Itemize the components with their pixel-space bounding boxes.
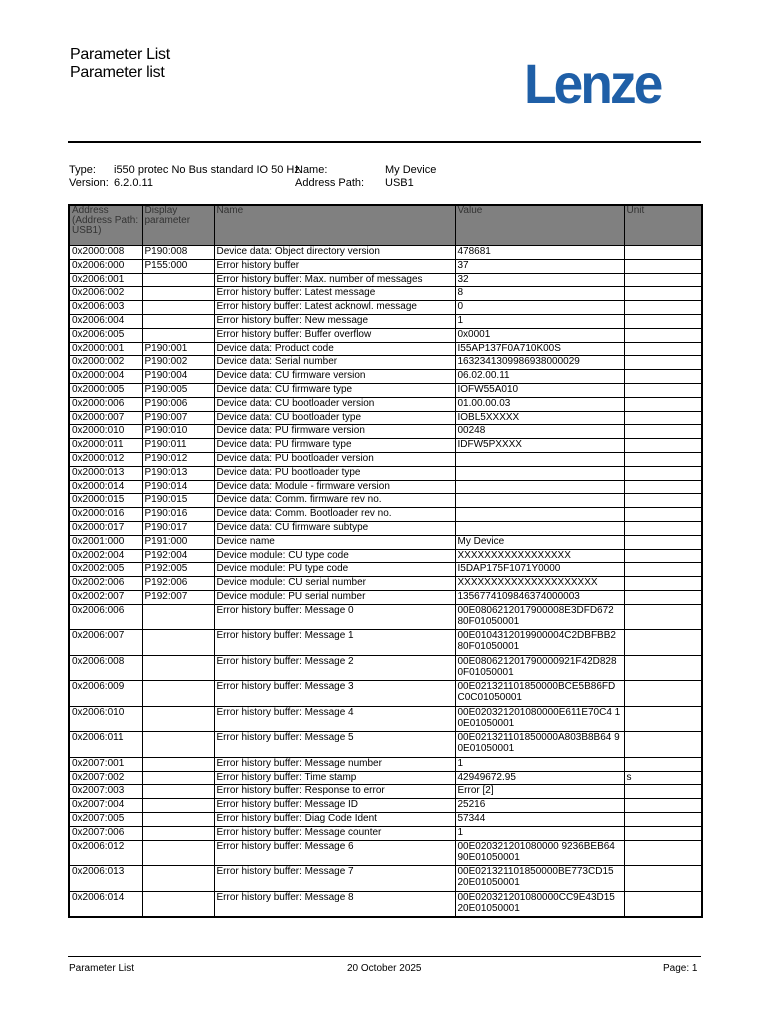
cell-unit bbox=[624, 590, 702, 604]
cell-value: 1632341309986938000029 bbox=[455, 356, 624, 370]
cell-name: Error history buffer: Time stamp bbox=[214, 771, 455, 785]
table-row bbox=[69, 439, 702, 453]
table-row bbox=[69, 246, 702, 260]
cell-value: XXXXXXXXXXXXXXXXXXXXX bbox=[455, 577, 624, 591]
cell-name: Error history buffer: Buffer overflow bbox=[214, 328, 455, 342]
cell-name: Error history buffer: Message 4 bbox=[214, 706, 455, 732]
cell-value: 1 bbox=[455, 826, 624, 840]
cell-address: 0x2006:005 bbox=[69, 328, 142, 342]
cell-address: 0x2000:012 bbox=[69, 452, 142, 466]
cell-name: Error history buffer: Message 3 bbox=[214, 681, 455, 707]
cell-value: 00E0806212017900008E3DFD672 80F01050001 bbox=[455, 604, 624, 630]
cell-display-parameter: P190:013 bbox=[142, 466, 214, 480]
table-row bbox=[69, 681, 702, 707]
table-row bbox=[69, 452, 702, 466]
table-row bbox=[69, 866, 702, 892]
table-row bbox=[69, 342, 702, 356]
cell-unit bbox=[624, 577, 702, 591]
cell-address: 0x2006:009 bbox=[69, 681, 142, 707]
type-value: i550 protec No Bus standard IO 50 Hz bbox=[114, 164, 300, 176]
cell-address: 0x2002:007 bbox=[69, 590, 142, 604]
cell-value: 0x0001 bbox=[455, 328, 624, 342]
cell-address: 0x2006:006 bbox=[69, 604, 142, 630]
cell-name: Error history buffer: Response to error bbox=[214, 785, 455, 799]
cell-name: Device data: CU bootloader type bbox=[214, 411, 455, 425]
cell-value: 37 bbox=[455, 259, 624, 273]
cell-address: 0x2006:008 bbox=[69, 655, 142, 681]
cell-value: IDFW5PXXXX bbox=[455, 439, 624, 453]
table-row bbox=[69, 397, 702, 411]
cell-display-parameter bbox=[142, 757, 214, 771]
cell-value: 00E021321101850000BCE5B86FD C0C01050001 bbox=[455, 681, 624, 707]
table-row bbox=[69, 549, 702, 563]
cell-value bbox=[455, 494, 624, 508]
table-row bbox=[69, 826, 702, 840]
cell-address: 0x2007:002 bbox=[69, 771, 142, 785]
cell-unit bbox=[624, 342, 702, 356]
cell-address: 0x2007:004 bbox=[69, 799, 142, 813]
name-value: My Device bbox=[385, 164, 437, 176]
cell-display-parameter bbox=[142, 866, 214, 892]
cell-address: 0x2002:006 bbox=[69, 577, 142, 591]
cell-unit bbox=[624, 301, 702, 315]
cell-name: Device data: Comm. firmware rev no. bbox=[214, 494, 455, 508]
cell-address: 0x2007:005 bbox=[69, 812, 142, 826]
cell-value bbox=[455, 480, 624, 494]
cell-name: Error history buffer: Message number bbox=[214, 757, 455, 771]
cell-display-parameter bbox=[142, 655, 214, 681]
footer-document-name: Parameter List bbox=[69, 963, 135, 974]
name-label: Name: bbox=[295, 164, 328, 176]
cell-value bbox=[455, 452, 624, 466]
cell-display-parameter: P155:000 bbox=[142, 259, 214, 273]
cell-unit bbox=[624, 706, 702, 732]
cell-address: 0x2000:014 bbox=[69, 480, 142, 494]
cell-value: IOBL5XXXXX bbox=[455, 411, 624, 425]
cell-address: 0x2000:010 bbox=[69, 425, 142, 439]
cell-unit bbox=[624, 655, 702, 681]
cell-unit bbox=[624, 328, 702, 342]
cell-name: Error history buffer: Latest message bbox=[214, 287, 455, 301]
cell-address: 0x2006:007 bbox=[69, 630, 142, 656]
cell-address: 0x2000:005 bbox=[69, 383, 142, 397]
cell-name: Device data: CU firmware version bbox=[214, 370, 455, 384]
cell-name: Device data: Product code bbox=[214, 342, 455, 356]
cell-address: 0x2002:005 bbox=[69, 563, 142, 577]
table-row bbox=[69, 259, 702, 273]
cell-display-parameter bbox=[142, 771, 214, 785]
cell-unit bbox=[624, 630, 702, 656]
cell-unit bbox=[624, 314, 702, 328]
table-row bbox=[69, 604, 702, 630]
table-row bbox=[69, 370, 702, 384]
table-row bbox=[69, 508, 702, 522]
header-divider bbox=[68, 141, 701, 143]
cell-display-parameter: P190:007 bbox=[142, 411, 214, 425]
cell-unit bbox=[624, 563, 702, 577]
table-row bbox=[69, 521, 702, 535]
cell-display-parameter bbox=[142, 891, 214, 917]
cell-address: 0x2006:002 bbox=[69, 287, 142, 301]
table-row bbox=[69, 425, 702, 439]
cell-value: IOFW55A010 bbox=[455, 383, 624, 397]
cell-value bbox=[455, 466, 624, 480]
cell-value: I5DAP175F1071Y0000 bbox=[455, 563, 624, 577]
cell-display-parameter bbox=[142, 706, 214, 732]
cell-address: 0x2002:004 bbox=[69, 549, 142, 563]
table-row bbox=[69, 466, 702, 480]
cell-address: 0x2006:012 bbox=[69, 840, 142, 866]
cell-unit bbox=[624, 397, 702, 411]
cell-display-parameter bbox=[142, 812, 214, 826]
cell-address: 0x2006:004 bbox=[69, 314, 142, 328]
cell-display-parameter: P190:014 bbox=[142, 480, 214, 494]
table-row bbox=[69, 480, 702, 494]
cell-address: 0x2006:014 bbox=[69, 891, 142, 917]
cell-address: 0x2006:010 bbox=[69, 706, 142, 732]
cell-display-parameter bbox=[142, 604, 214, 630]
cell-display-parameter bbox=[142, 301, 214, 315]
cell-value: 00E020321201080000E611E70C4 10E01050001 bbox=[455, 706, 624, 732]
cell-name: Device data: Object directory version bbox=[214, 246, 455, 260]
cell-value: 42949672.95 bbox=[455, 771, 624, 785]
cell-address: 0x2007:006 bbox=[69, 826, 142, 840]
cell-value: 478681 bbox=[455, 246, 624, 260]
column-header-unit: Unit bbox=[624, 205, 702, 246]
cell-name: Device data: Serial number bbox=[214, 356, 455, 370]
cell-display-parameter: P192:007 bbox=[142, 590, 214, 604]
column-header-address: Address (Address Path: USB1) bbox=[69, 205, 142, 246]
table-row bbox=[69, 577, 702, 591]
cell-address: 0x2006:011 bbox=[69, 732, 142, 758]
cell-value: 00E021321101850000BE773CD15 20E01050001 bbox=[455, 866, 624, 892]
table-row bbox=[69, 535, 702, 549]
cell-display-parameter bbox=[142, 681, 214, 707]
parameter-table bbox=[68, 204, 703, 918]
cell-display-parameter: P190:011 bbox=[142, 439, 214, 453]
cell-value: 00E020321201080000CC9E43D15 20E01050001 bbox=[455, 891, 624, 917]
cell-name: Error history buffer: Latest acknowl. message bbox=[214, 301, 455, 315]
cell-unit bbox=[624, 604, 702, 630]
cell-value: 1 bbox=[455, 314, 624, 328]
cell-address: 0x2000:006 bbox=[69, 397, 142, 411]
cell-unit bbox=[624, 273, 702, 287]
cell-name: Device module: PU type code bbox=[214, 563, 455, 577]
cell-display-parameter: P190:017 bbox=[142, 521, 214, 535]
cell-name: Error history buffer: Message 2 bbox=[214, 655, 455, 681]
table-header-row bbox=[69, 205, 702, 246]
cell-name: Device data: CU bootloader version bbox=[214, 397, 455, 411]
cell-display-parameter: P190:012 bbox=[142, 452, 214, 466]
table-row bbox=[69, 840, 702, 866]
table-row bbox=[69, 411, 702, 425]
table-row bbox=[69, 771, 702, 785]
cell-value: 00E021321101850000A803B8B64 90E01050001 bbox=[455, 732, 624, 758]
table-row bbox=[69, 732, 702, 758]
cell-display-parameter: P190:005 bbox=[142, 383, 214, 397]
table-row bbox=[69, 799, 702, 813]
cell-value: 0 bbox=[455, 301, 624, 315]
cell-unit bbox=[624, 383, 702, 397]
cell-address: 0x2007:001 bbox=[69, 757, 142, 771]
cell-display-parameter: P190:016 bbox=[142, 508, 214, 522]
cell-name: Device data: CU firmware type bbox=[214, 383, 455, 397]
cell-value: 57344 bbox=[455, 812, 624, 826]
cell-value: XXXXXXXXXXXXXXXXX bbox=[455, 549, 624, 563]
cell-unit bbox=[624, 356, 702, 370]
cell-unit bbox=[624, 521, 702, 535]
table-row bbox=[69, 630, 702, 656]
cell-name: Error history buffer: Message 1 bbox=[214, 630, 455, 656]
cell-name: Error history buffer: New message bbox=[214, 314, 455, 328]
cell-name: Error history buffer: Message ID bbox=[214, 799, 455, 813]
cell-name: Error history buffer bbox=[214, 259, 455, 273]
cell-value: 01.00.00.03 bbox=[455, 397, 624, 411]
cell-display-parameter: P190:006 bbox=[142, 397, 214, 411]
cell-unit bbox=[624, 891, 702, 917]
cell-display-parameter: P192:005 bbox=[142, 563, 214, 577]
cell-display-parameter bbox=[142, 840, 214, 866]
cell-value: 06.02.00.11 bbox=[455, 370, 624, 384]
version-value: 6.2.0.11 bbox=[114, 177, 153, 189]
cell-value bbox=[455, 521, 624, 535]
cell-unit bbox=[624, 411, 702, 425]
table-row bbox=[69, 812, 702, 826]
table-row bbox=[69, 287, 702, 301]
cell-display-parameter: P191:000 bbox=[142, 535, 214, 549]
table-row bbox=[69, 301, 702, 315]
cell-address: 0x2000:004 bbox=[69, 370, 142, 384]
cell-name: Device module: CU serial number bbox=[214, 577, 455, 591]
cell-name: Device module: PU serial number bbox=[214, 590, 455, 604]
cell-address: 0x2000:002 bbox=[69, 356, 142, 370]
cell-name: Error history buffer: Max. number of messages bbox=[214, 273, 455, 287]
cell-value: 00E080621201790000921F42D828 0F01050001 bbox=[455, 655, 624, 681]
table-row bbox=[69, 655, 702, 681]
cell-name: Error history buffer: Message counter bbox=[214, 826, 455, 840]
cell-display-parameter: P190:001 bbox=[142, 342, 214, 356]
table-row bbox=[69, 383, 702, 397]
cell-display-parameter: P192:006 bbox=[142, 577, 214, 591]
cell-value: 00E0104312019900004C2DBFBB2 80F01050001 bbox=[455, 630, 624, 656]
cell-name: Error history buffer: Message 5 bbox=[214, 732, 455, 758]
column-header-value: Value bbox=[455, 205, 624, 246]
cell-unit bbox=[624, 757, 702, 771]
lenze-logo: Lenze bbox=[524, 52, 661, 115]
cell-address: 0x2006:000 bbox=[69, 259, 142, 273]
cell-name: Device data: PU bootloader version bbox=[214, 452, 455, 466]
cell-address: 0x2006:013 bbox=[69, 866, 142, 892]
cell-display-parameter bbox=[142, 732, 214, 758]
cell-address: 0x2000:013 bbox=[69, 466, 142, 480]
cell-address: 0x2006:001 bbox=[69, 273, 142, 287]
cell-name: Error history buffer: Message 8 bbox=[214, 891, 455, 917]
cell-unit bbox=[624, 826, 702, 840]
cell-address: 0x2000:015 bbox=[69, 494, 142, 508]
column-header-name: Name bbox=[214, 205, 455, 246]
cell-value: Error [2] bbox=[455, 785, 624, 799]
footer-date: 20 October 2025 bbox=[347, 963, 422, 974]
table-row bbox=[69, 328, 702, 342]
cell-unit bbox=[624, 812, 702, 826]
cell-display-parameter bbox=[142, 273, 214, 287]
cell-unit bbox=[624, 549, 702, 563]
cell-address: 0x2000:016 bbox=[69, 508, 142, 522]
address-path-label: Address Path: bbox=[295, 177, 365, 189]
cell-address: 0x2000:011 bbox=[69, 439, 142, 453]
cell-address: 0x2000:001 bbox=[69, 342, 142, 356]
cell-name: Device data: Comm. Bootloader rev no. bbox=[214, 508, 455, 522]
cell-display-parameter bbox=[142, 314, 214, 328]
cell-name: Error history buffer: Message 6 bbox=[214, 840, 455, 866]
cell-value: 8 bbox=[455, 287, 624, 301]
table-row bbox=[69, 891, 702, 917]
footer-divider bbox=[68, 956, 701, 957]
cell-unit bbox=[624, 494, 702, 508]
cell-unit bbox=[624, 466, 702, 480]
cell-name: Error history buffer: Message 7 bbox=[214, 866, 455, 892]
document-subtitle: Parameter list bbox=[70, 64, 165, 81]
cell-value bbox=[455, 508, 624, 522]
table-row bbox=[69, 273, 702, 287]
cell-unit bbox=[624, 425, 702, 439]
table-row bbox=[69, 356, 702, 370]
cell-display-parameter bbox=[142, 785, 214, 799]
version-label: Version: bbox=[69, 177, 109, 189]
type-label: Type: bbox=[69, 164, 96, 176]
cell-address: 0x2000:007 bbox=[69, 411, 142, 425]
cell-name: Device module: CU type code bbox=[214, 549, 455, 563]
cell-unit bbox=[624, 732, 702, 758]
cell-unit bbox=[624, 480, 702, 494]
cell-address: 0x2006:003 bbox=[69, 301, 142, 315]
table-row bbox=[69, 706, 702, 732]
cell-unit bbox=[624, 681, 702, 707]
table-row bbox=[69, 785, 702, 799]
cell-display-parameter bbox=[142, 799, 214, 813]
cell-display-parameter: P190:004 bbox=[142, 370, 214, 384]
cell-name: Device data: CU firmware subtype bbox=[214, 521, 455, 535]
cell-name: Device data: PU firmware type bbox=[214, 439, 455, 453]
cell-unit bbox=[624, 799, 702, 813]
cell-value: 1 bbox=[455, 757, 624, 771]
cell-address: 0x2000:017 bbox=[69, 521, 142, 535]
cell-value: I55AP137F0A710K00S bbox=[455, 342, 624, 356]
cell-display-parameter: P192:004 bbox=[142, 549, 214, 563]
cell-name: Error history buffer: Message 0 bbox=[214, 604, 455, 630]
cell-value: 1356774109846374000003 bbox=[455, 590, 624, 604]
table-row bbox=[69, 757, 702, 771]
cell-value: 00E020321201080000 9236BEB64 90E01050001 bbox=[455, 840, 624, 866]
cell-unit bbox=[624, 246, 702, 260]
footer-page-number: Page: 1 bbox=[663, 963, 698, 974]
cell-value: My Device bbox=[455, 535, 624, 549]
cell-name: Error history buffer: Diag Code Ident bbox=[214, 812, 455, 826]
cell-unit bbox=[624, 840, 702, 866]
table-row bbox=[69, 590, 702, 604]
address-path-value: USB1 bbox=[385, 177, 414, 189]
table-row bbox=[69, 494, 702, 508]
cell-unit bbox=[624, 508, 702, 522]
cell-unit bbox=[624, 370, 702, 384]
cell-unit bbox=[624, 866, 702, 892]
cell-display-parameter bbox=[142, 287, 214, 301]
cell-address: 0x2001:000 bbox=[69, 535, 142, 549]
cell-unit bbox=[624, 259, 702, 273]
cell-display-parameter: P190:002 bbox=[142, 356, 214, 370]
cell-name: Device name bbox=[214, 535, 455, 549]
cell-name: Device data: Module - firmware version bbox=[214, 480, 455, 494]
cell-unit bbox=[624, 287, 702, 301]
table-row bbox=[69, 563, 702, 577]
cell-unit bbox=[624, 439, 702, 453]
table-row bbox=[69, 314, 702, 328]
document-title: Parameter List bbox=[70, 46, 170, 63]
column-header-display-parameter: Display parameter bbox=[142, 205, 214, 246]
cell-display-parameter bbox=[142, 630, 214, 656]
cell-unit bbox=[624, 785, 702, 799]
cell-address: 0x2000:008 bbox=[69, 246, 142, 260]
cell-display-parameter bbox=[142, 826, 214, 840]
cell-unit bbox=[624, 535, 702, 549]
cell-unit bbox=[624, 452, 702, 466]
cell-display-parameter: P190:008 bbox=[142, 246, 214, 260]
cell-value: 32 bbox=[455, 273, 624, 287]
cell-value: 00248 bbox=[455, 425, 624, 439]
cell-name: Device data: PU bootloader type bbox=[214, 466, 455, 480]
cell-value: 25216 bbox=[455, 799, 624, 813]
cell-display-parameter bbox=[142, 328, 214, 342]
cell-display-parameter: P190:015 bbox=[142, 494, 214, 508]
cell-display-parameter: P190:010 bbox=[142, 425, 214, 439]
cell-name: Device data: PU firmware version bbox=[214, 425, 455, 439]
cell-address: 0x2007:003 bbox=[69, 785, 142, 799]
cell-unit: s bbox=[624, 771, 702, 785]
